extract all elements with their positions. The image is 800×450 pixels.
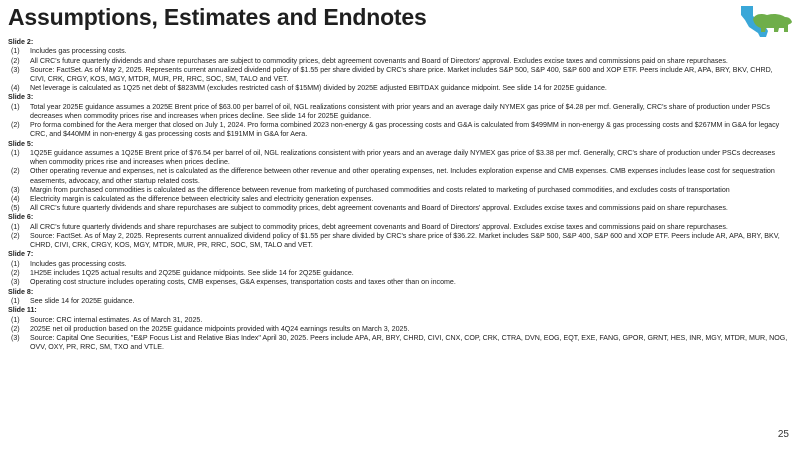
endnote-number: (2) bbox=[11, 269, 20, 278]
slide-heading: Slide 8: bbox=[8, 287, 34, 296]
endnote-item bbox=[8, 316, 792, 325]
endnote-item bbox=[8, 121, 792, 139]
slide-heading: Slide 7: bbox=[8, 250, 34, 259]
endnote-text: Net leverage is calculated as 1Q25 net debt of $823MM (excludes restricted cash of $15MM) divided by 2025E adjusted EBITDAX guidance midpoint. See slide 14 for 2025E guidance. bbox=[30, 84, 607, 93]
slide-heading: Slide 3: bbox=[8, 93, 34, 102]
endnote-item bbox=[8, 186, 792, 195]
endnote-number: (1) bbox=[11, 259, 20, 268]
endnote-text: Source: CRC internal estimates. As of March 31, 2025. bbox=[30, 315, 203, 324]
endnote-number: (2) bbox=[11, 167, 20, 176]
endnote-item bbox=[8, 57, 792, 66]
endnote-item bbox=[8, 167, 792, 185]
endnote-item bbox=[8, 325, 792, 334]
endnote-item bbox=[8, 223, 792, 232]
endnote-item bbox=[8, 149, 792, 167]
slide-heading: Slide 2: bbox=[8, 38, 34, 46]
endnote-number: (3) bbox=[11, 333, 20, 342]
slide-heading: Slide 11: bbox=[8, 306, 37, 315]
endnotes-list bbox=[8, 38, 792, 352]
endnote-text: Source: FactSet. As of May 2, 2025. Represents current annualized dividend policy of $1.55 per share divided by CRC's share price. Market includes S&P 500, S&P 400, S&P 600 and XOP ETF. Peers include AR, APA, BRY, BKV, CHRD, CIVI, CRK, CRGY, KOS, MGY, MTDR, MUR, PR, RRC, SOC, SM, TALO and VET. bbox=[30, 65, 773, 84]
endnote-text: 2025E net oil production based on the 2025E guidance midpoints provided with 4Q24 earnings results on March 3, 2025. bbox=[30, 324, 410, 333]
endnote-number: (1) bbox=[11, 296, 20, 305]
endnote-number: (1) bbox=[11, 222, 20, 231]
endnote-item bbox=[8, 66, 792, 84]
endnote-number: (2) bbox=[11, 232, 20, 241]
endnote-text: All CRC's future quarterly dividends and share repurchases are subject to commodity prices, debt agreement covenants and Board of Directors' approval. Excludes excise taxes and commissions paid on share repurchases. bbox=[30, 204, 728, 213]
endnote-number: (3) bbox=[11, 65, 20, 74]
endnote-item bbox=[8, 269, 792, 278]
crc-california-bear-logo-icon bbox=[738, 4, 794, 40]
endnote-item bbox=[8, 297, 792, 306]
endnote-text: Electricity margin is calculated as the difference between electricity sales and electricity generation expenses. bbox=[30, 195, 374, 204]
endnote-item bbox=[8, 334, 792, 352]
endnote-text: 1H25E includes 1Q25 actual results and 2Q25E guidance midpoints. See slide 14 for 2Q25E guidance. bbox=[30, 269, 354, 278]
endnote-item bbox=[8, 47, 792, 56]
endnote-number: (5) bbox=[11, 204, 20, 213]
endnote-text: See slide 14 for 2025E guidance. bbox=[30, 296, 135, 305]
endnote-item bbox=[8, 84, 792, 93]
endnote-number: (1) bbox=[11, 102, 20, 111]
endnote-item bbox=[8, 278, 792, 287]
endnote-number: (4) bbox=[11, 84, 20, 93]
endnote-text: Includes gas processing costs. bbox=[30, 47, 127, 56]
endnote-number: (3) bbox=[11, 185, 20, 194]
endnote-item bbox=[8, 103, 792, 121]
endnote-number: (2) bbox=[11, 121, 20, 130]
endnote-text: Operating cost structure includes operating costs, CMB expenses, G&A expenses, transportation costs and taxes other than on income. bbox=[30, 278, 456, 287]
page-number: 25 bbox=[777, 429, 789, 440]
endnote-item bbox=[8, 204, 792, 213]
slide-heading: Slide 5: bbox=[8, 139, 34, 148]
slide-heading: Slide 6: bbox=[8, 213, 34, 222]
endnote-text: 1Q25E guidance assumes a 1Q25E Brent price of $76.54 per barrel of oil, NGL realizations consistent with prior years and an average daily NYMEX gas price of $3.38 per mcf. Generally, CRC's share of production under PSCs decreases when commodity prices rise and increases when prices decline. bbox=[30, 149, 776, 167]
endnote-item bbox=[8, 232, 792, 250]
endnote-item bbox=[8, 260, 792, 269]
endnote-text: Pro forma combined for the Aera merger that closed on July 1, 2024. Pro forma combined 2023 non-energy & gas processing costs and G&A is calculated from $499MM in non-energy & gas processing costs and $267MM in G&A for legacy CRC, and $440MM in non-energy & gas processing costs and $191MM in G&A for Aera. bbox=[30, 121, 780, 139]
endnote-text: All CRC's future quarterly dividends and share repurchases are subject to commodity prices, debt agreement covenants and Board of Directors' approval. Excludes excise taxes and commissions paid on share repurchases. bbox=[30, 56, 728, 65]
endnote-text: Other operating revenue and expenses, net is calculated as the difference between other revenue and other operating expenses, net. Includes exploration expense and CMB expenses. CMB expenses includes lease cost for sequestration easements, advocacy, and other startup related costs. bbox=[30, 167, 775, 185]
endnote-text: Margin from purchased commodities is calculated as the difference between revenue from marketing of purchased commodities and costs related to marketing of purchased commodities, and excludes costs of transportation bbox=[30, 185, 730, 194]
endnote-number: (4) bbox=[11, 195, 20, 204]
endnote-text: Includes gas processing costs. bbox=[30, 259, 127, 268]
endnote-text: Total year 2025E guidance assumes a 2025E Brent price of $63.00 per barrel of oil, NGL realizations consistent with prior years and an average daily NYMEX gas price of $4.28 per mcf. Generally, CRC's share of production under PSCs decreases when commodity prices rise and increases when prices decline. See slide 14 for 2025E guidance. bbox=[30, 102, 770, 121]
page-title: Assumptions, Estimates and Endnotes bbox=[8, 4, 427, 30]
endnote-text: Source: Capital One Securities, "E&P Focus List and Relative Bias Index" April 30, 2025. Peers include APA, AR, BRY, CHRD, CIVI, CNX, COP, CRK, CTRA, DVN, EOG, EQT, EXE, FANG, GPOR, GRNT, HES, INR, MGY, MTDR, MUR, NOG, OVV, OXY, PR, RRC, SM, TXO and VTLE. bbox=[30, 333, 788, 352]
endnote-item bbox=[8, 195, 792, 204]
endnote-number: (3) bbox=[11, 278, 20, 287]
endnote-text: Source: FactSet. As of May 2, 2025. Represents current annualized dividend policy of $1.55 per share divided by CRC's share price of $36.22. Market includes S&P 500, S&P 400, S&P 600 and XOP ETF. Peers include AR, APA, BRY, BKV, CHRD, CIVI, CRK, CRGY, KOS, MGY, MTDR, MUR, PR, RRC, SOC, SM, TALO and VET. bbox=[30, 232, 780, 250]
endnote-number: (1) bbox=[11, 315, 20, 324]
endnote-number: (2) bbox=[11, 324, 20, 333]
endnote-text: All CRC's future quarterly dividends and share repurchases are subject to commodity prices, debt agreement covenants and Board of Directors' approval. Excludes excise taxes and commissions paid on share repurchases. bbox=[30, 222, 728, 231]
endnote-number: (1) bbox=[11, 47, 20, 56]
endnote-number: (2) bbox=[11, 56, 20, 65]
endnote-number: (1) bbox=[11, 149, 20, 158]
